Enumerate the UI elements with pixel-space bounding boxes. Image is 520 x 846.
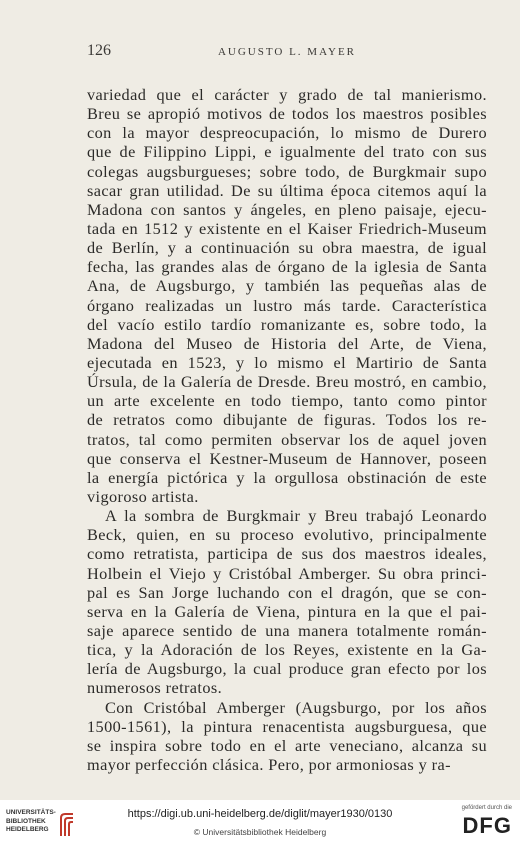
- text-line: variedad que el carácter y grado de tal manierismo.: [87, 85, 487, 104]
- dfg-wordmark: DFG: [462, 813, 512, 838]
- logo-text-line: HEIDELBERG: [6, 826, 49, 833]
- text-line: 1500-1561), la pintura renacentista augsburguesa, que: [87, 716, 487, 736]
- text-line: A la sombra de Burgkmair y Breu trabajó Leonardo: [105, 506, 487, 526]
- text-line: Beck, quien, en su proceso evolutivo, principalmente: [87, 525, 487, 545]
- text-line: mayor perfección clásica. Pero, por armoniosas y ra-: [87, 754, 451, 774]
- running-head: AUGUSTO L. MAYER: [217, 46, 357, 58]
- text-line: que conserva el Kestner-Museum de Hannover, poseen: [87, 448, 487, 468]
- text-line: tada en 1512 y existente en el Kaiser Friedrich-Museum: [87, 218, 487, 238]
- text-line: que de Filippino Lippi, e igualmente del trato con sus: [87, 142, 487, 162]
- text-line: Madona con santos y ángeles, en pleno paisaje, ejecu-: [87, 199, 487, 219]
- page-number: 126: [87, 42, 111, 59]
- text-line: un arte excelente en todo tiempo, tanto como pintor: [87, 391, 487, 411]
- text-line: Holbein el Viejo y Cristóbal Amberger. Su obra princi-: [87, 563, 487, 583]
- text-line: Ana, de Augsburgo, y también las pequeñas alas de: [87, 276, 487, 296]
- text-line: saje aparece sentido de una manera totalmente román-: [87, 620, 487, 640]
- text-line: colegas augsburgueses; sobre todo, de Burgkmair supo: [87, 161, 487, 181]
- text-line: serva en la Galería de Viena, pintura en la que el pai-: [87, 601, 487, 621]
- text-line: ejecutada en 1523, y lo mismo el Martirio de Santa: [87, 352, 487, 372]
- text-line: fecha, las grandes alas de órgano de la iglesia de Santa: [87, 257, 487, 277]
- footer-bar: [0, 800, 520, 846]
- source-url-link[interactable]: https://digi.ub.uni-heidelberg.de/diglit/mayer1930/0130: [127, 808, 393, 820]
- dfg-logo[interactable]: [456, 805, 512, 843]
- text-line: de retratos como dibujante de figuras. Todos los re-: [87, 410, 487, 430]
- text-line: sacar gran utilidad. De su última época citemos aquí la: [87, 180, 487, 200]
- logo-text-line: BIBLIOTHEK: [6, 817, 46, 825]
- text-line: Con Cristóbal Amberger (Augsburgo, por los años: [105, 697, 487, 717]
- text-line: Madona del Museo de Historia del Arte, de Viena,: [87, 333, 487, 353]
- text-line: lería de Augsburgo, la cual produce gran efecto por los: [87, 659, 487, 679]
- text-line: Úrsula, de la Galería de Dresde. Breu mostró, en cambio,: [87, 372, 487, 392]
- text-line: tica, y la Adoración de los Reyes, existente en la Ga-: [87, 640, 487, 660]
- text-line: la energía pictórica y la orgullosa obstinación de este: [87, 467, 487, 487]
- text-line: como retratista, participa de sus dos maestros ideales,: [87, 544, 487, 564]
- text-line: vigoroso artista.: [87, 486, 199, 506]
- dfg-tagline: gefördert durch die: [461, 805, 512, 811]
- text-line: Breu se apropió motivos de todos los maestros posibles: [87, 104, 487, 124]
- body-text: [87, 85, 487, 774]
- text-line: órgano realizadas un lustro más tarde. Característica: [87, 295, 487, 315]
- text-line: numerosos retratos.: [87, 678, 223, 698]
- text-line: con la mayor despreocupación, lo mismo de Durero: [87, 123, 487, 143]
- logo-text-line: UNIVERSITÄTS-: [6, 809, 56, 816]
- page-header: [87, 42, 487, 64]
- text-line: de Berlín, y a continuación su obra maestra, de igual: [87, 238, 487, 258]
- text-line: pal es San Jorge luchando con el dragón, que se con-: [87, 582, 487, 602]
- text-line: se inspira sobre todo en el arte veneciano, alcanza su: [87, 735, 487, 755]
- copyright-text: © Universitätsbibliothek Heidelberg: [193, 827, 327, 837]
- text-line: tratos, tal como permiten observar los de aquel joven: [87, 429, 487, 449]
- text-line: del vacío estilo tardío romanizante es, sobre todo, la: [87, 314, 487, 334]
